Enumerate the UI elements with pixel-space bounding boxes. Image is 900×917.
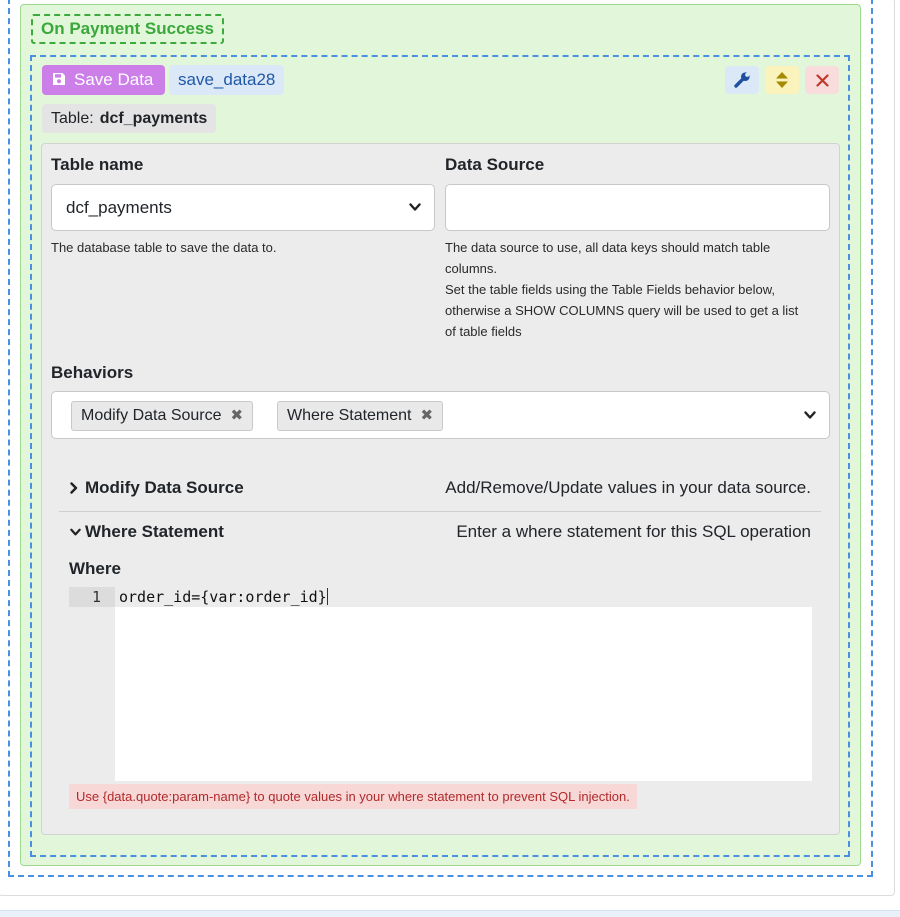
code-gutter bbox=[69, 586, 115, 781]
text-caret bbox=[327, 588, 328, 605]
table-name-label: Table name bbox=[51, 155, 144, 174]
delete-button[interactable] bbox=[805, 66, 839, 94]
table-prefix: Table: bbox=[51, 110, 94, 127]
code-text: order_id={var:order_id} bbox=[119, 588, 327, 606]
wrench-icon bbox=[733, 71, 751, 89]
data-source-input[interactable] bbox=[445, 184, 830, 231]
next-card-edge bbox=[0, 910, 900, 917]
help-line: otherwise a SHOW COLUMNS query will be used to get a list bbox=[445, 303, 799, 318]
behavior-title: Modify Data Source bbox=[85, 478, 244, 497]
action-name-badge[interactable]: save_data28 bbox=[169, 65, 284, 95]
behavior-description: Enter a where statement for this SQL operation bbox=[456, 522, 811, 541]
help-line: of table fields bbox=[445, 324, 522, 339]
chevron-down-icon bbox=[70, 528, 81, 537]
floppy-disk-icon bbox=[52, 72, 66, 86]
table-summary-label bbox=[42, 104, 216, 133]
table-name-help: The database table to save the data to. bbox=[51, 240, 277, 255]
behavior-tag-label: Modify Data Source bbox=[81, 407, 222, 424]
table-name-select[interactable] bbox=[51, 184, 435, 231]
table-name-value: dcf_payments bbox=[66, 198, 172, 217]
save-data-action-button[interactable] bbox=[42, 65, 165, 95]
data-source-label: Data Source bbox=[445, 155, 545, 174]
line-number: 1 bbox=[69, 587, 115, 607]
remove-tag-icon[interactable]: ✖ bbox=[420, 407, 434, 424]
where-label: Where bbox=[69, 559, 121, 578]
sql-injection-warning: Use {data.quote:param-name} to quote values in your where statement to prevent SQL injection. bbox=[69, 784, 637, 809]
code-line[interactable] bbox=[119, 587, 328, 607]
table-summary-value: dcf_payments bbox=[99, 110, 208, 127]
chevron-right-icon bbox=[70, 482, 78, 494]
behavior-tag[interactable] bbox=[71, 401, 253, 431]
chevron-down-icon bbox=[409, 203, 421, 212]
sort-button[interactable] bbox=[765, 66, 799, 94]
data-source-help bbox=[445, 237, 835, 342]
save-data-label: Save Data bbox=[74, 70, 154, 89]
behavior-where-statement[interactable] bbox=[59, 510, 821, 554]
sort-icon bbox=[775, 71, 789, 89]
code-editor[interactable] bbox=[115, 607, 812, 781]
behaviors-label: Behaviors bbox=[51, 363, 134, 382]
help-line: columns. bbox=[445, 261, 498, 276]
settings-button[interactable] bbox=[725, 66, 759, 94]
chevron-down-icon bbox=[804, 411, 816, 420]
behavior-modify-data-source[interactable] bbox=[59, 466, 821, 510]
event-title[interactable]: On Payment Success bbox=[31, 14, 224, 44]
behavior-tag-label: Where Statement bbox=[287, 407, 412, 424]
help-line: The data source to use, all data keys should match table bbox=[445, 240, 771, 255]
behavior-description: Add/Remove/Update values in your data source. bbox=[445, 478, 811, 497]
help-line: Set the table fields using the Table Fields behavior below, bbox=[445, 282, 776, 297]
close-icon bbox=[816, 74, 829, 87]
behavior-tag[interactable] bbox=[277, 401, 443, 431]
remove-tag-icon[interactable]: ✖ bbox=[230, 407, 244, 424]
behavior-title: Where Statement bbox=[85, 522, 224, 541]
